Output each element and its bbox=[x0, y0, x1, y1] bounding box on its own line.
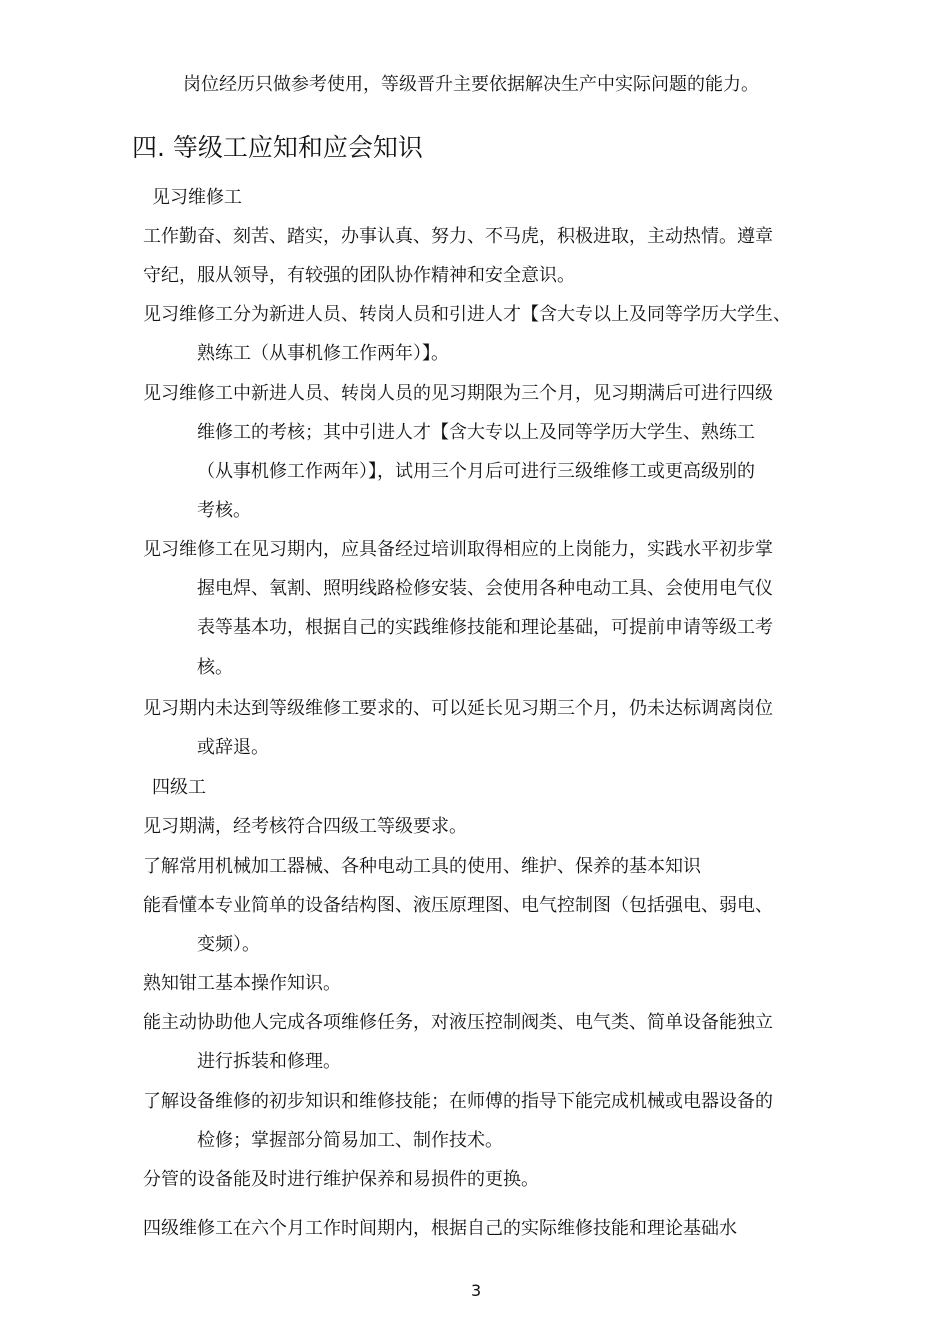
trainee-item-1-line-1: 工作勤奋、刻苦、踏实，办事认真、努力、不马虎，积极进取，主动热情。遵章 bbox=[143, 226, 773, 247]
trainee-item-4-line-2: 握电焊、氧割、照明线路检修安装、会使用各种电动工具、会使用电气仪 bbox=[197, 578, 773, 599]
level4-item-6-line-2: 检修；掌握部分简易加工、制作技术。 bbox=[197, 1130, 503, 1151]
level4-item-3-line-2: 变频）。 bbox=[197, 934, 260, 955]
trainee-item-4-line-1: 见习维修工在见习期内，应具备经过培训取得相应的上岗能力，实践水平初步掌 bbox=[143, 539, 773, 560]
trainee-item-4-line-3: 表等基本功，根据自己的实践维修技能和理论基础，可提前申请等级工考 bbox=[197, 617, 773, 638]
level4-item-7: 分管的设备能及时进行维护保养和易损件的更换。 bbox=[143, 1169, 539, 1190]
trainee-item-5-line-2: 或辞退。 bbox=[197, 737, 269, 758]
trainee-item-2-line-2: 熟练工（从事机修工作两年）】。 bbox=[197, 343, 449, 364]
section-heading: 四. 等级工应知和应会知识 bbox=[132, 133, 423, 162]
level4-item-4: 熟知钳工基本操作知识。 bbox=[143, 973, 341, 994]
level4-item-2: 了解常用机械加工器械、各种电动工具的使用、维护、保养的基本知识 bbox=[143, 856, 701, 877]
intro-line: 岗位经历只做参考使用，等级晋升主要依据解决生产中实际问题的能力。 bbox=[183, 74, 759, 95]
trainee-item-2-line-1: 见习维修工分为新进人员、转岗人员和引进人才【含大专以上及同等学历大学生、 bbox=[143, 304, 791, 325]
level4-item-6-line-1: 了解设备维修的初步知识和维修技能；在师傅的指导下能完成机械或电器设备的 bbox=[143, 1091, 773, 1112]
trainee-item-3-line-3: （从事机修工作两年）】，试用三个月后可进行三级维修工或更高级别的 bbox=[197, 461, 755, 482]
subheading-trainee: 见习维修工 bbox=[152, 187, 242, 208]
level4-item-8: 四级维修工在六个月工作时间期内，根据自己的实际维修技能和理论基础水 bbox=[143, 1218, 737, 1239]
trainee-item-5-line-1: 见习期内未达到等级维修工要求的、可以延长见习期三个月，仍未达标调离岗位 bbox=[143, 698, 773, 719]
level4-item-1: 见习期满，经考核符合四级工等级要求。 bbox=[143, 816, 467, 837]
subheading-level-four: 四级工 bbox=[152, 777, 206, 798]
level4-item-5-line-2: 进行拆装和修理。 bbox=[197, 1051, 341, 1072]
trainee-item-3-line-2: 维修工的考核；其中引进人才【含大专以上及同等学历大学生、熟练工 bbox=[197, 422, 755, 443]
trainee-item-3-line-4: 考核。 bbox=[197, 500, 251, 521]
trainee-item-3-line-1: 见习维修工中新进人员、转岗人员的见习期限为三个月，见习期满后可进行四级 bbox=[143, 383, 773, 404]
level4-item-5-line-1: 能主动协助他人完成各项维修任务，对液压控制阀类、电气类、简单设备能独立 bbox=[143, 1012, 773, 1033]
page-number: 3 bbox=[471, 1281, 482, 1300]
level4-item-3-line-1: 能看懂本专业简单的设备结构图、液压原理图、电气控制图（包括强电、弱电、 bbox=[143, 895, 773, 916]
trainee-item-1-line-2: 守纪，服从领导，有较强的团队协作精神和安全意识。 bbox=[143, 265, 575, 286]
trainee-item-4-line-4: 核。 bbox=[197, 657, 233, 678]
